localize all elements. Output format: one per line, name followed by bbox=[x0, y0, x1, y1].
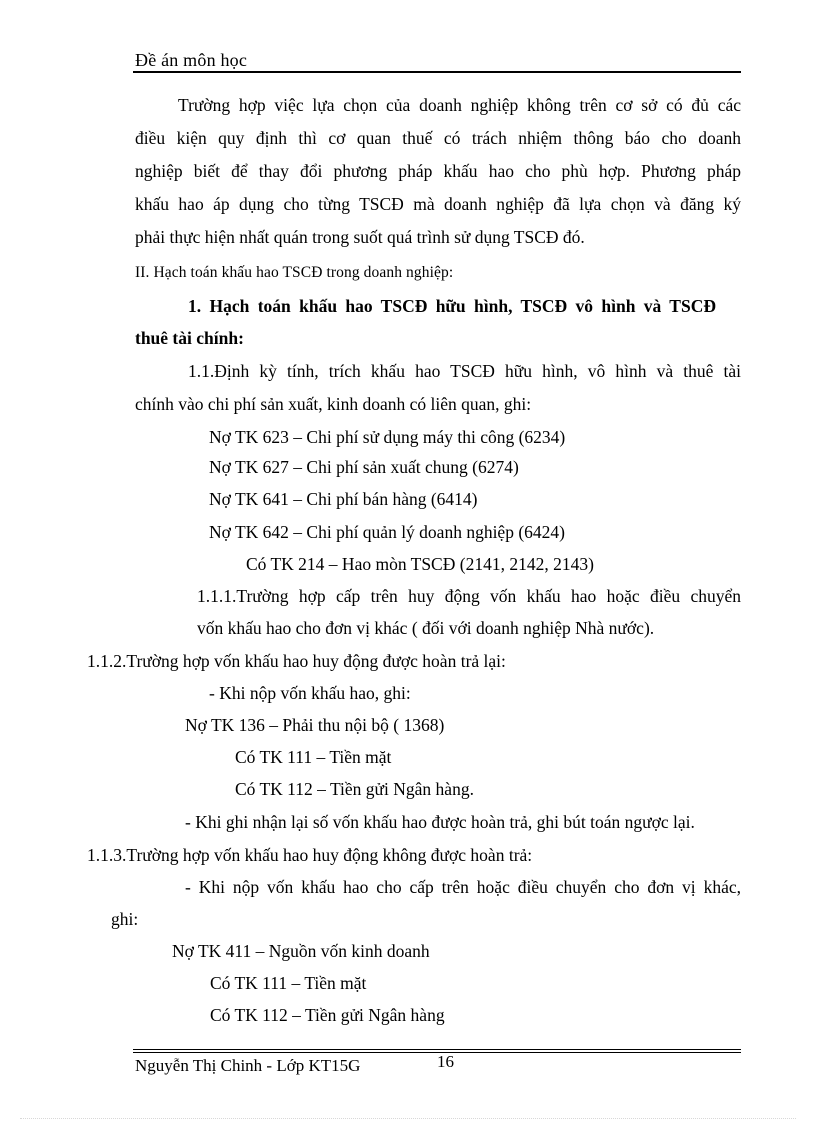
entry-debit-623: Nợ TK 623 – Chi phí sử dụng máy thi công (6234) bbox=[209, 427, 566, 447]
page-number: 16 bbox=[437, 1052, 454, 1071]
bullet-3-line-2: ghi: bbox=[111, 909, 139, 929]
bullet-2: - Khi ghi nhận lại số vốn khấu hao được hoàn trả, ghi bút toán ngược lại. bbox=[185, 812, 695, 832]
para-1-1-1-line-1: 1.1.1.Trường hợp cấp trên huy động vốn khấu hao hoặc điều chuyển bbox=[197, 586, 741, 606]
bullet-3-line-1: - Khi nộp vốn khấu hao cho cấp trên hoặc điều chuyển cho đơn vị khác, bbox=[185, 877, 741, 897]
para-1-1-line-2: chính vào chi phí sản xuất, kinh doanh có liên quan, ghi: bbox=[135, 394, 532, 414]
entry-debit-411: Nợ TK 411 – Nguồn vốn kinh doanh bbox=[172, 941, 430, 961]
subheading-line-2: thuê tài chính: bbox=[135, 328, 244, 348]
para-1-1-2: 1.1.2.Trường hợp vốn khấu hao huy động được hoàn trả lại: bbox=[87, 651, 506, 671]
para1-line-1: Trường hợp việc lựa chọn của doanh nghiệp không trên cơ sở có đủ các bbox=[178, 95, 741, 115]
para1-line-2: điều kiện quy định thì cơ quan thuế có trách nhiệm thông báo cho doanh bbox=[135, 128, 741, 148]
bullet-1: - Khi nộp vốn khấu hao, ghi: bbox=[209, 683, 411, 703]
entry-credit-214: Có TK 214 – Hao mòn TSCĐ (2141, 2142, 2143) bbox=[246, 554, 594, 574]
header-divider bbox=[133, 71, 741, 73]
para-1-1-3: 1.1.3.Trường hợp vốn khấu hao huy động không được hoàn trả: bbox=[87, 845, 533, 865]
entry-debit-136: Nợ TK 136 – Phải thu nội bộ ( 1368) bbox=[185, 715, 445, 735]
entry-credit-111-a: Có TK 111 – Tiền mặt bbox=[235, 747, 392, 767]
entry-debit-627: Nợ TK 627 – Chi phí sản xuất chung (6274) bbox=[209, 457, 519, 477]
subheading-line-1: 1. Hạch toán khấu hao TSCĐ hữu hình, TSCĐ vô hình và TSCĐ bbox=[188, 296, 716, 316]
section-heading: II. Hạch toán khấu hao TSCĐ trong doanh nghiệp: bbox=[135, 264, 454, 281]
para1-line-3: nghiệp biết để thay đổi phương pháp khấu hao cho phù hợp. Phương pháp bbox=[135, 161, 741, 181]
entry-credit-112-a: Có TK 112 – Tiền gửi Ngân hàng. bbox=[235, 779, 474, 799]
footer-author: Nguyễn Thị Chinh - Lớp KT15G bbox=[135, 1056, 361, 1075]
page-edge-divider bbox=[20, 1118, 796, 1119]
para1-line-5: phải thực hiện nhất quán trong suốt quá trình sử dụng TSCĐ đó. bbox=[135, 227, 585, 247]
footer-divider-top bbox=[133, 1049, 741, 1050]
entry-credit-112-b: Có TK 112 – Tiền gửi Ngân hàng bbox=[210, 1005, 445, 1025]
header-title: Đề án môn học bbox=[135, 50, 248, 70]
para-1-1-1-line-2: vốn khấu hao cho đơn vị khác ( đối với doanh nghiệp Nhà nước). bbox=[197, 618, 655, 638]
entry-credit-111-b: Có TK 111 – Tiền mặt bbox=[210, 973, 367, 993]
entry-debit-641: Nợ TK 641 – Chi phí bán hàng (6414) bbox=[209, 489, 478, 509]
para-1-1-line-1: 1.1.Định kỳ tính, trích khấu hao TSCĐ hữu hình, vô hình và thuê tài bbox=[188, 361, 741, 381]
entry-debit-642: Nợ TK 642 – Chi phí quản lý doanh nghiệp (6424) bbox=[209, 522, 565, 542]
para1-line-4: khấu hao áp dụng cho từng TSCĐ mà doanh nghiệp đã lựa chọn và đăng ký bbox=[135, 194, 741, 214]
